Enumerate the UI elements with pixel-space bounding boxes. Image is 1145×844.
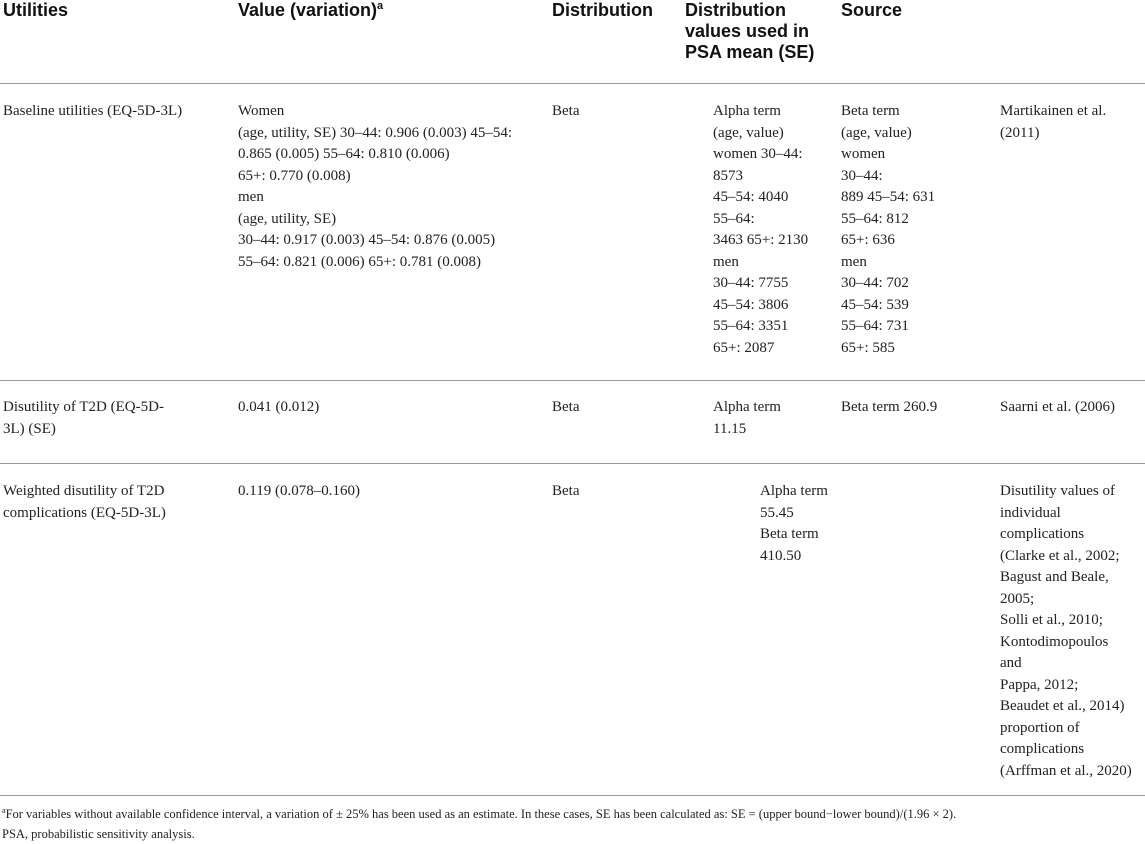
header-distribution-values-line: Distribution [685, 0, 786, 20]
cell-line: Weighted disutility of T2D [3, 483, 165, 499]
header-value-text: Value (variation) [238, 0, 378, 20]
row2-distribution: Beta [552, 399, 580, 415]
cell-line: 45–54: 4040 [713, 189, 789, 205]
cell-line: women 30–44: [713, 146, 803, 162]
cell-line: 3463 65+: 2130 [713, 232, 809, 248]
cell-line: 65+: 0.770 (0.008) [238, 167, 351, 184]
cell-line: 55–64: 3351 [713, 318, 789, 334]
cell-line: 55–64: 0.821 (0.006) 65+: 0.781 (0.008) [238, 253, 482, 270]
cell-line: Disutility of T2D (EQ-5D- [3, 399, 164, 415]
cell-line: 30–44: 0.917 (0.003) 45–54: 0.876 (0.005) [238, 232, 496, 248]
cell-line: 2005; [1000, 590, 1035, 607]
row2-utility [3, 397, 164, 440]
footnote-line [2, 804, 1142, 824]
cell-line: (age, utility, SE) [238, 210, 337, 227]
cell-line: (age, value) [841, 124, 912, 141]
cell-line: Women [238, 103, 285, 119]
cell-line: 3L) (SE) [3, 420, 56, 437]
row-divider [0, 380, 1145, 381]
cell-line: (age, value) [713, 124, 784, 141]
header-value [238, 0, 383, 21]
cell-line: 45–54: 539 [841, 296, 909, 313]
row1-source [1000, 101, 1106, 144]
header-utilities: Utilities [3, 0, 69, 20]
footnote-line: PSA, probabilistic sensitivity analysis. [2, 827, 195, 841]
cell-line: complications (EQ-5D-3L) [3, 504, 166, 521]
cell-line: Solli et al., 2010; [1000, 612, 1103, 628]
cell-line: Beta term [760, 526, 819, 542]
cell-line: women [841, 146, 886, 162]
cell-line: men [841, 253, 867, 270]
footnote-text: For variables without available confidence interval, a variation of ± 25% has been used as an estimate. In these cases, SE has been calculated as: SE = (upper bound−lower bound)/(1.96 × 2). [5, 807, 957, 821]
cell-line: Alpha term [713, 399, 781, 415]
cell-line: Beta term [841, 103, 900, 119]
cell-line: Beaudet et al., 2014) [1000, 698, 1125, 714]
cell-line: 8573 [713, 167, 743, 184]
row2-beta-term [841, 397, 937, 419]
cell-line: 65+: 585 [841, 339, 895, 356]
row3-distribution: Beta [552, 483, 580, 499]
cell-line: 45–54: 3806 [713, 296, 789, 313]
cell-line: (Clarke et al., 2002; [1000, 547, 1120, 564]
header-distribution-values-line: values used in [685, 21, 810, 41]
cell-line: men [713, 253, 739, 270]
cell-line: 55.45 [760, 504, 794, 521]
cell-line: and [1000, 655, 1022, 671]
row3-alpha-beta-terms [760, 481, 828, 567]
cell-line: Kontodimopoulos [1000, 633, 1109, 650]
cell-line: individual [1000, 504, 1061, 521]
cell-line: Saarni et al. (2006) [1000, 399, 1115, 415]
cell-line: 0.119 (0.078–0.160) [238, 483, 360, 499]
cell-line: (age, utility, SE) 30–44: 0.906 (0.003) 45–54: [238, 124, 512, 141]
cell-line: 65+: 2087 [713, 339, 775, 356]
cell-line: 55–64: [713, 210, 755, 227]
cell-line: 410.50 [760, 547, 802, 564]
table-bottom-divider [0, 795, 1145, 796]
header-distribution-values [685, 0, 814, 63]
row2-alpha-term [713, 397, 781, 440]
footnote-marker: a [2, 805, 6, 815]
cell-line: Bagust and Beale, [1000, 569, 1109, 585]
cell-line: 30–44: 7755 [713, 275, 789, 291]
cell-line: 0.865 (0.005) 55–64: 0.810 (0.006) [238, 146, 450, 162]
cell-line: 11.15 [713, 420, 747, 437]
header-source: Source [841, 0, 903, 20]
cell-line: 30–44: [841, 167, 883, 184]
cell-line: Beta term 260.9 [841, 399, 938, 415]
row1-distribution: Beta [552, 103, 580, 119]
header-distribution: Distribution [552, 0, 653, 20]
cell-line: Disutility values of [1000, 483, 1115, 499]
cell-line: Martikainen et al. [1000, 103, 1107, 119]
header-value-footnote-marker: a [377, 0, 384, 12]
cell-line: complications [1000, 741, 1085, 757]
cell-line: Alpha term [760, 483, 828, 499]
cell-line: men [238, 189, 264, 205]
cell-line: (Arffman et al., 2020) [1000, 762, 1132, 779]
row2-value [238, 397, 319, 419]
cell-line: 65+: 636 [841, 232, 895, 248]
cell-line: (2011) [1000, 124, 1040, 141]
row1-alpha-term [713, 101, 808, 359]
cell-line: proportion of [1000, 719, 1080, 736]
row3-value [238, 481, 360, 503]
footnote [2, 804, 1142, 844]
cell-line: 0.041 (0.012) [238, 399, 320, 415]
cell-line: 55–64: 731 [841, 318, 909, 334]
cell-line: 55–64: 812 [841, 210, 909, 227]
cell-line: Baseline utilities (EQ-5D-3L) [3, 103, 183, 119]
row1-value [238, 101, 512, 273]
header-distribution-values-line: PSA mean (SE) [685, 42, 815, 62]
row2-source [1000, 397, 1115, 419]
row1-beta-term [841, 101, 935, 359]
cell-line: Alpha term [713, 103, 781, 119]
row1-utility [3, 101, 182, 123]
cell-line: complications [1000, 526, 1085, 542]
header-divider [0, 83, 1145, 84]
row3-utility [3, 481, 166, 524]
row-divider [0, 463, 1145, 464]
cell-line: Pappa, 2012; [1000, 676, 1079, 693]
row3-source [1000, 481, 1132, 782]
cell-line: 30–44: 702 [841, 275, 909, 291]
cell-line: 889 45–54: 631 [841, 189, 936, 205]
